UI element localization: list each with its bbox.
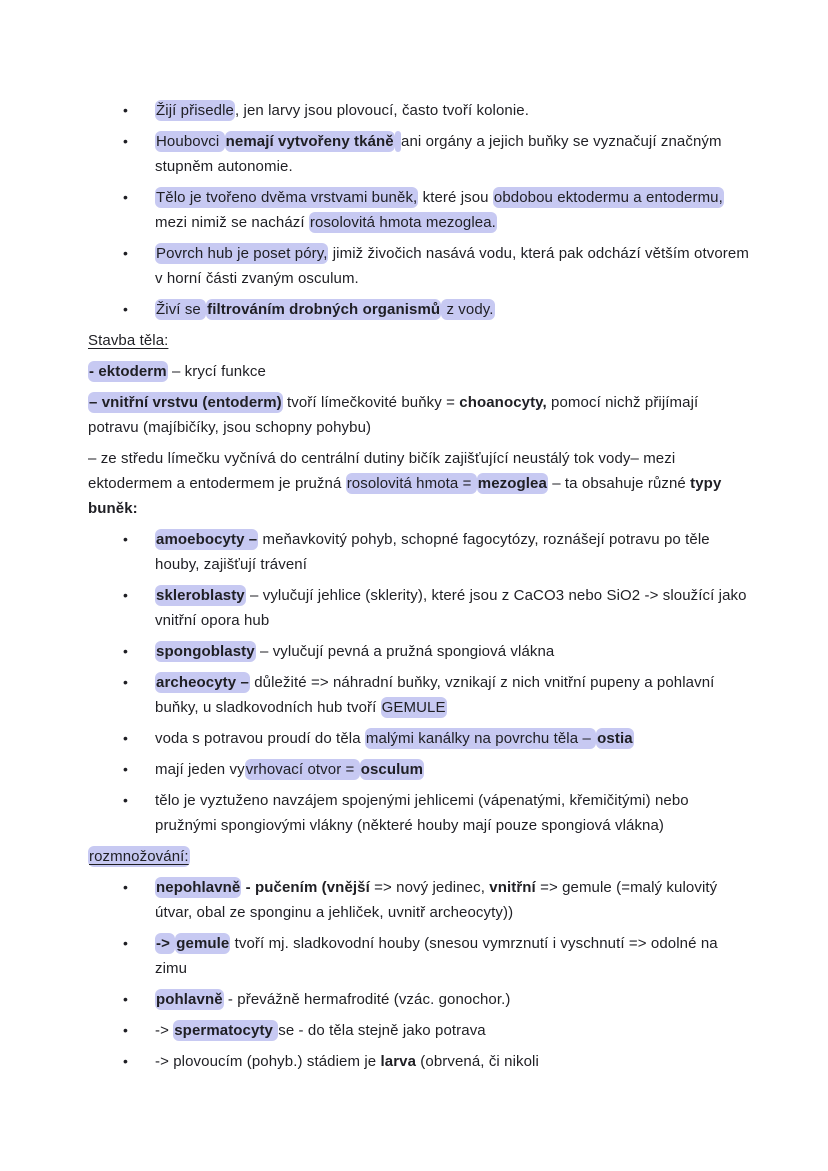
text-run: mají jeden vy	[155, 761, 245, 778]
text-run: – krycí funkce	[167, 363, 266, 380]
text-run: vrhovací otvor =	[245, 761, 359, 778]
text-run: larva	[380, 1053, 417, 1070]
text-run: nemají vytvořeny tkáně	[225, 133, 394, 150]
bullet-item	[88, 583, 750, 633]
bullet-item	[88, 670, 750, 720]
text-run: spongoblasty	[156, 643, 255, 660]
paragraph	[88, 359, 750, 384]
text-run: pučením (vnější	[255, 879, 370, 896]
bullet-item	[88, 987, 750, 1012]
text-run: osculum	[360, 761, 424, 778]
text-run: Stavba těla:	[88, 332, 169, 349]
bullet-icon: •	[123, 792, 129, 808]
text-run: se - do těla stejně jako potrava	[278, 1022, 486, 1039]
text-run: => gemule (=malý kulovitý útvar, obal ze sponginu a jehliček, uvnitř archeocyty))	[155, 879, 718, 921]
bullet-item	[88, 639, 750, 664]
text-run: – vylučují pevná a pružná spongiová vlákna	[255, 643, 555, 660]
paragraph	[88, 390, 750, 440]
bullet-item	[88, 1049, 750, 1074]
bullet-item	[88, 129, 750, 179]
text-run: mezoglea	[477, 475, 547, 492]
text-run: které jsou	[418, 189, 493, 206]
bullet-item	[88, 241, 750, 291]
bullet-item	[88, 1018, 750, 1043]
text-run: důležité => náhradní buňky, vznikají z nich vnitřní pupeny a pohlavní buňky, u sladkovodních hub tvoří	[155, 674, 715, 716]
text-run: - ektoderm	[89, 363, 167, 380]
bullet-icon: •	[123, 1053, 129, 1069]
text-run: Houbovci	[156, 133, 224, 150]
bullet-icon: •	[123, 245, 129, 261]
text-run: rozmnožování:	[89, 848, 189, 865]
text-run: tvoří límečkovité buňky =	[282, 394, 460, 411]
text-run: choanocyty,	[459, 394, 547, 411]
bullet-item	[88, 185, 750, 235]
text-run: typy buněk:	[88, 475, 722, 517]
text-run: – ta obsahuje různé	[547, 475, 691, 492]
bullet-item	[88, 931, 750, 981]
text-run: ani orgány a jejich buňky se vyznačují značným stupněm autonomie.	[155, 133, 722, 175]
bullet-icon: •	[123, 879, 129, 895]
text-run: => nový jedinec,	[369, 879, 490, 896]
text-run: Tělo je tvořeno dvěma vrstvami buněk,	[156, 189, 418, 206]
paragraph	[88, 844, 750, 869]
text-run: rosolovitá hmota =	[346, 475, 476, 492]
text-run: malými kanálky na povrchu těla –	[365, 730, 596, 747]
text-run: obdobou ektodermu a entodermu,	[493, 189, 723, 206]
text-run: tělo je vyztuženo navzájem spojenými jehlicemi (vápenatými, křemičitými) nebo pružnými spongiovými vlákny (některé houby mají pouze spongiová vlákna)	[155, 792, 689, 834]
text-run: rosolovitá hmota mezoglea.	[309, 214, 496, 231]
paragraph	[88, 328, 750, 353]
text-run: vnitřní	[489, 879, 536, 896]
bullet-icon: •	[123, 643, 129, 659]
bullet-item	[88, 726, 750, 751]
text-run: gemule	[176, 935, 230, 952]
bullet-icon: •	[123, 587, 129, 603]
text-run: Živí se	[156, 301, 206, 318]
bullet-icon: •	[123, 531, 129, 547]
text-run: Žijí přisedle	[156, 102, 234, 119]
text-run: amoebocyty –	[156, 531, 258, 548]
text-run: mezi nimiž se nachází	[155, 214, 309, 231]
text-run: skleroblasty	[156, 587, 245, 604]
bullet-icon: •	[123, 761, 129, 777]
text-run: -> plovoucím (pohyb.) stádiem je	[155, 1053, 381, 1070]
bullet-item	[88, 788, 750, 838]
text-run: ostia	[597, 730, 633, 747]
text-run: -	[241, 879, 255, 896]
text-run: , jen larvy jsou plovoucí, často tvoří kolonie.	[235, 102, 530, 119]
bullet-item	[88, 757, 750, 782]
text-run: - převážně hermafrodité (vzác. gonochor.)	[223, 991, 511, 1008]
bullet-item	[88, 875, 750, 925]
text-run: – vylučují jehlice (sklerity), které jsou z CaCO3 nebo SiO2 -> sloužící jako vnitřní opora hub	[155, 587, 747, 629]
bullet-icon: •	[123, 133, 129, 149]
text-run: ->	[156, 935, 175, 952]
text-run: voda s potravou proudí do těla	[155, 730, 365, 747]
text-run: pohlavně	[156, 991, 223, 1008]
bullet-icon: •	[123, 991, 129, 1007]
bullet-icon: •	[123, 102, 129, 118]
text-run: nepohlavně	[156, 879, 241, 896]
bullet-item	[88, 527, 750, 577]
text-run: jimiž živočich nasává vodu, která pak odchází větším otvorem v horní části zvaným osculum.	[155, 245, 749, 287]
bullet-item	[88, 297, 750, 322]
bullet-icon: •	[123, 189, 129, 205]
paragraph	[88, 446, 750, 521]
bullet-item	[88, 98, 750, 123]
text-run: tvoří mj. sladkovodní houby (snesou vymrznutí i vyschnutí => odolné na zimu	[155, 935, 718, 977]
text-run: – ze středu límečku vyčnívá do centrální dutiny bičík zajišťující neustálý tok vody– mezi ektodermem a entodermem je pružná	[88, 450, 676, 492]
bullet-icon: •	[123, 301, 129, 317]
text-run: spermatocyty	[174, 1022, 278, 1039]
text-run: z vody.	[442, 301, 494, 318]
text-run: meňavkovitý pohyb, schopné fagocytózy, roznášejí potravu po těle houby, zajišťují trávení	[155, 531, 710, 573]
text-run: archeocyty –	[156, 674, 249, 691]
text-run: GEMULE	[381, 699, 446, 716]
text-run: pomocí nichž přijímají potravu (majíbičíky, jsou schopny pohybu)	[88, 394, 699, 436]
text-run: – vnitřní vrstvu (entoderm)	[89, 394, 282, 411]
bullet-icon: •	[123, 935, 129, 951]
text-run: ->	[155, 1022, 174, 1039]
text-run: filtrováním drobných organismů	[207, 301, 441, 318]
bullet-icon: •	[123, 674, 129, 690]
text-run: Povrch hub je poset póry,	[156, 245, 328, 262]
text-run: (obrvená, či nikoli	[416, 1053, 539, 1070]
bullet-icon: •	[123, 730, 129, 746]
bullet-icon: •	[123, 1022, 129, 1038]
